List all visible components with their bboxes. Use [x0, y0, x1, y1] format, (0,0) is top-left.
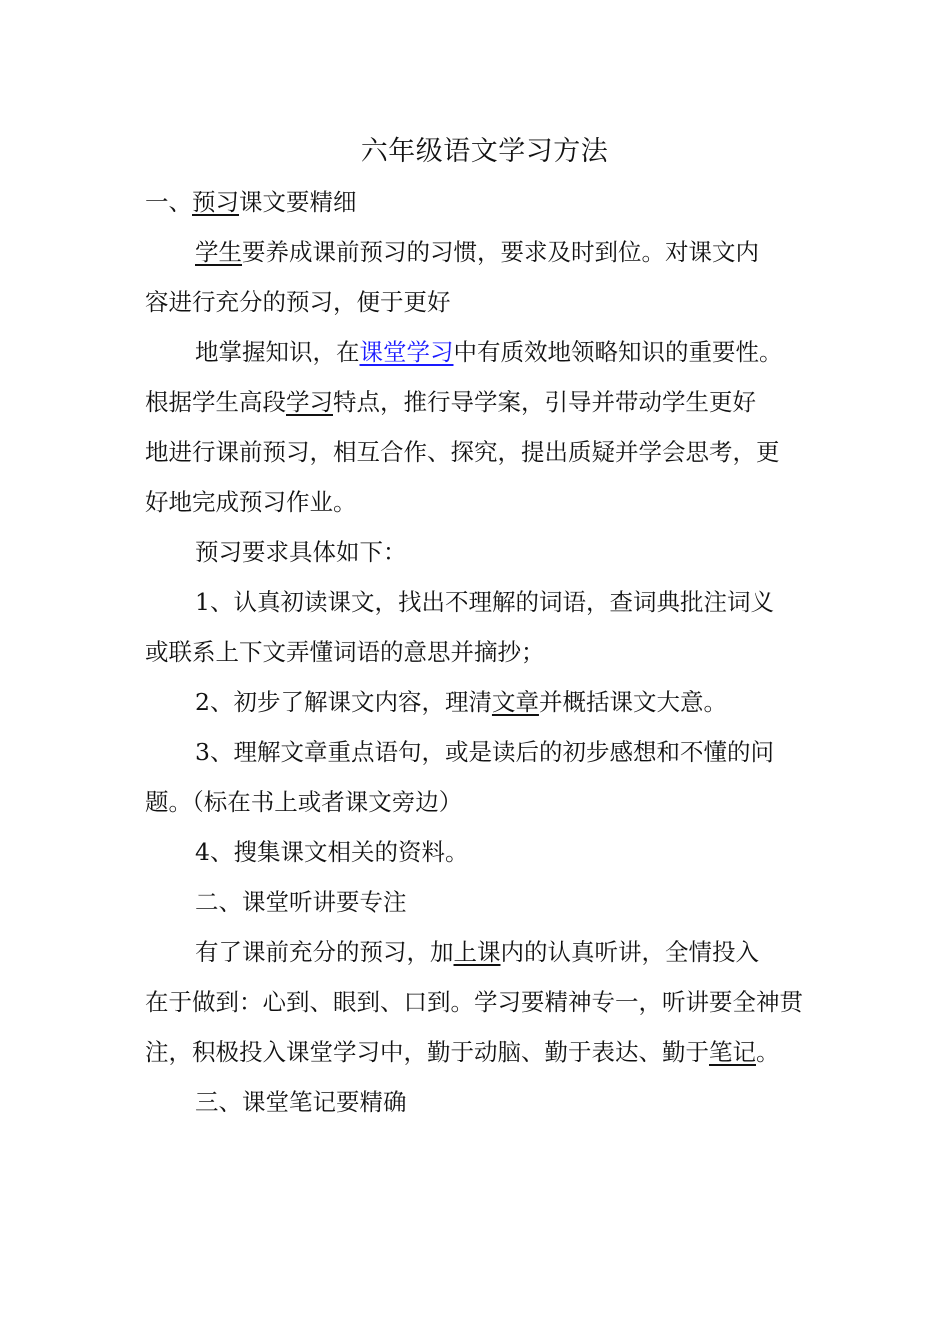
paragraph-text: 要养成课前预习的习惯，要求及时到位。对课文内 [242, 238, 759, 266]
list-item-1-line-1: 1、认真初读课文，找出不理解的词语，查词典批注词义 [195, 588, 774, 616]
list-item-4: 4、搜集课文相关的资料。 [195, 838, 469, 866]
list-text: 2、初步了解课文内容，理清 [195, 688, 492, 716]
list-item-3-line-2: 题。（标在书上或者课文旁边） [145, 788, 463, 816]
paragraph-text: 内的认真听讲，全情投入 [500, 938, 759, 966]
underlined-word-student: 学生 [195, 238, 242, 266]
paragraph-1-line-2: 容进行充分的预习，便于更好 [145, 288, 451, 316]
paragraph-text: 特点，推行导学案，引导并带动学生更好 [333, 388, 756, 416]
heading-number: 一、 [145, 188, 192, 216]
paragraph-1-line-1 [145, 227, 810, 277]
document-title: 六年级语文学习方法 [360, 136, 609, 167]
list-item-3-line-1: 3、理解文章重点语句，或是读后的初步感想和不懂的问 [195, 738, 774, 766]
underlined-word-notes: 笔记 [709, 1038, 756, 1066]
underlined-word-class: 上课 [453, 938, 501, 966]
section-heading-2: 二、课堂听讲要专注 [195, 888, 407, 916]
list-item-1-line-2: 或联系上下文弄懂词语的意思并摘抄； [145, 638, 545, 666]
paragraph-2-line-1 [145, 327, 810, 377]
paragraph-text: 。 [756, 1038, 780, 1066]
list-text: 并概括课文大意。 [538, 688, 727, 716]
paragraph-text: 中有质效地领略知识的重要性。 [453, 338, 783, 366]
heading-underlined-word: 预习 [192, 188, 239, 216]
paragraph-text: 注，积极投入课堂学习中，勤于动脑、勤于表达、勤于 [145, 1038, 709, 1066]
paragraph-2-line-4: 好地完成预习作业。 [145, 488, 357, 516]
paragraph-text: 根据学生高段 [145, 388, 286, 416]
heading-text: 课文要精细 [239, 188, 357, 216]
requirements-intro: 预习要求具体如下： [195, 538, 407, 566]
underlined-word-study: 学习 [286, 388, 333, 416]
paragraph-3-line-2: 在于做到：心到、眼到、口到。学习要精神专一，听讲要全神贯 [145, 988, 803, 1016]
paragraph-text: 有了课前充分的预习，加 [195, 938, 454, 966]
paragraph-text: 地掌握知识，在 [195, 338, 360, 366]
paragraph-3-line-3 [145, 1027, 810, 1077]
underlined-word-article: 文章 [491, 688, 539, 716]
section-heading-3: 三、课堂笔记要精确 [195, 1088, 407, 1116]
section-heading-1 [145, 177, 810, 227]
paragraph-3-line-1 [145, 927, 810, 977]
link-classroom-learning[interactable]: 课堂学习 [359, 338, 454, 366]
paragraph-2-line-3: 地进行课前预习，相互合作、探究，提出质疑并学会思考，更 [145, 438, 780, 466]
document-body [145, 127, 810, 1127]
list-item-2 [145, 677, 810, 727]
paragraph-2-line-2 [145, 377, 810, 427]
